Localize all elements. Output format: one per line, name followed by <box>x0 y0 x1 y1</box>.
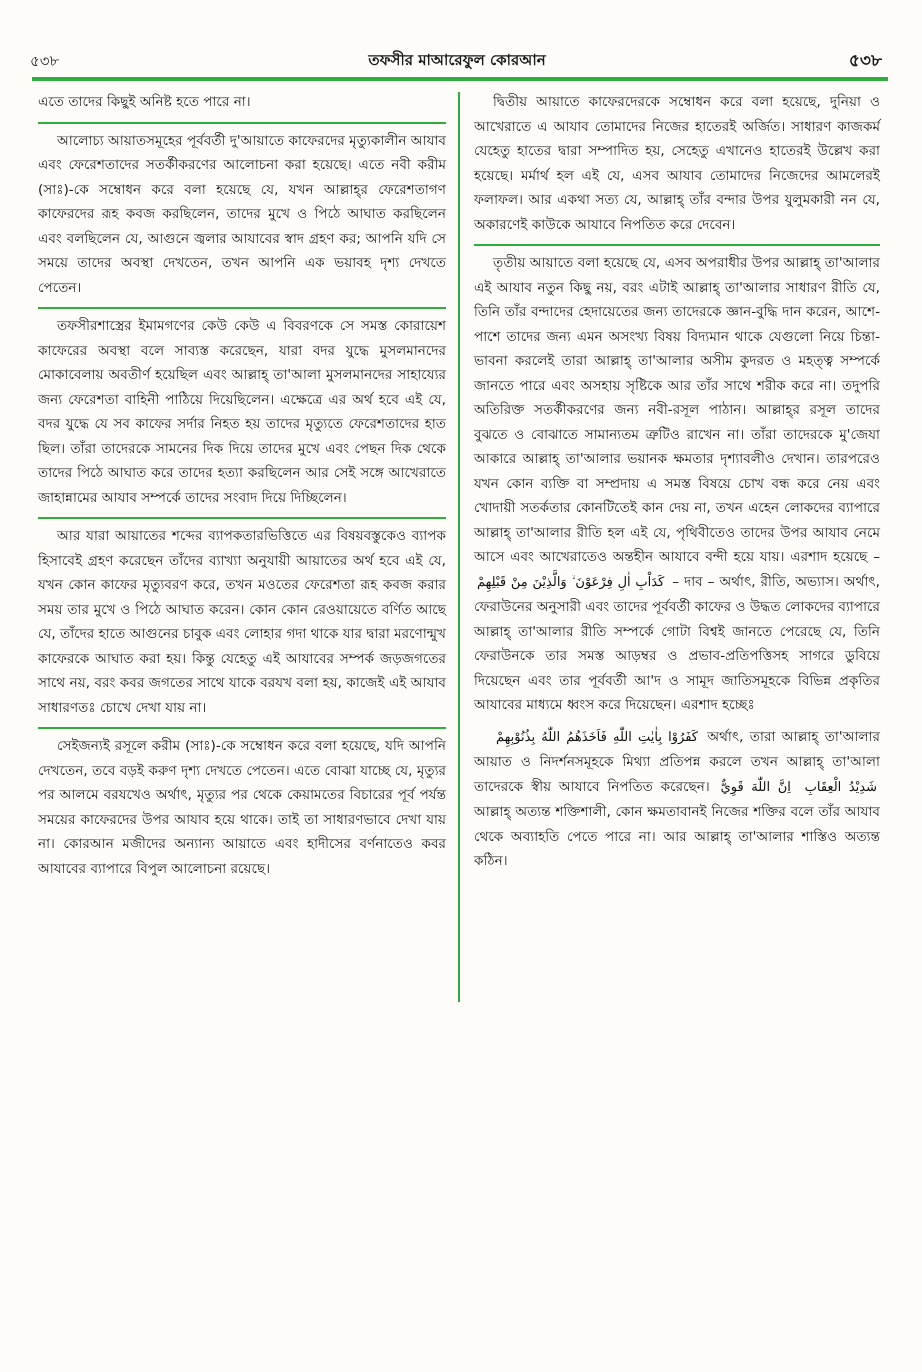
left-column <box>38 90 446 888</box>
paragraph-text: অর্থাৎ, তারা আল্লাহ্‌ তা'আলার আয়াত ও নিদর্শনসমূহকে মিথ্যা প্রতিপন্ন করলে তখন আল্লাহ্‌ তা'আলা তাদেরকে স্বীয় আযাবে নিপতিত করেছেন। <box>474 728 880 795</box>
page-number-right: ৫৩৮ <box>848 51 882 71</box>
arabic-verse: كَفَرُوْا بِاٰيٰتِ اللّٰهِ فَاَخَذَهُمُ اللّٰهُ بِذُنُوْبِهِمْ <box>496 729 698 745</box>
paragraph-text: তৃতীয় আয়াতে বলা হয়েছে যে, এসব অপরাধীর উপর আল্লাহ্‌ তা'আলার এই আযাব নতুন কিছু নয়, বরং এটাই আল্লাহ্‌ তা'আলার সাধারণ রীতি যে, তিনি তাঁর বন্দাদের হেদায়েতের জন্য তাদেরকে জ্ঞান-বুদ্ধি দান করেন, আশে-পাশে তাদের জন্য এমন অসংখ্য বিষয় বিদ্যমান থাকে যেগুলো নিয়ে চিন্তা-ভাবনা করলেই তারা আল্লাহ্‌ তা'আলার অসীম কুদরত ও মহত্ত্ব সম্পর্কে জানতে পারে এবং অসহায় সৃষ্টিকে আর তাঁর সাথে শরীক করে না। তদুপরি অতিরিক্ত সতর্কীকরণের জন্য নবী-রসূল পাঠান। আল্লাহ্‌র রসূল তাদের বুঝতে ও বোঝাতে সামান্যতম ত্রুটিও রাখেন না। তাঁরা তাদেরকে মু'জেযা আকারে আল্লাহ্‌ তা'আলার ভয়ানক ক্ষমতার দৃশ্যাবলীও দেখান। তারপরেও যখন কোন ব্যক্তি বা সম্প্রদায় এ সমস্ত বিষয়ে চোখ বন্ধ করে নেয় এবং খোদায়ী সতর্কতার কোনটিতেই কান দেয় না, তখন এহেন লোকদের ব্যাপারে আল্লাহ্‌ তা'আলার রীতি হল এই যে, পৃথিবীতেও তাদের উপর আযাব নেমে আসে এবং আখেরাতেও অন্তহীন আযাবে বন্দী হয়ে যায়। এরশাদ হয়েছে – <box>474 255 880 565</box>
right-column <box>474 90 880 881</box>
arabic-verse: كَدَاْبِ اٰلِ فِرْعَوْنَ ۙ وَالَّذِيْنَ مِنْ قَبْلِهِمْ <box>477 574 665 590</box>
header-rule <box>32 77 888 81</box>
paragraph: দ্বিতীয় আয়াতে কাফেরদেরকে সম্বোধন করে বলা হয়েছে, দুনিয়া ও আখেরাতে এ আযাব তোমাদের নিজের হাতেরই অর্জিত। সাধারণ কাজকর্ম যেহেতু হাতের দ্বারা সম্পাদিত হয়, সেহেতু এখানেও হাতেরই উল্লেখ করা হয়েছে। মর্মার্থ হল এই যে, এসব আযাব তোমাদের নিজেদের আমলেরই ফলাফল। আর একথা সত্য যে, আল্লাহ্‌ তাঁর বন্দার উপর যুলুমকারী নন যে, অকারণেই কাউকে আযাবে নিপতিত করে দেবেন। <box>474 94 880 233</box>
paragraph: আর যারা আয়াতের শব্দের ব্যাপকতারভিত্তিতে এর বিষয়বস্তুকেও ব্যাপক হিসাবেই গ্রহণ করেছেন তাঁদের ব্যাখ্যা অনুযায়ী আয়াতের অর্থ হবে এই যে, যখন কোন কাফের মৃত্যুবরণ করে, তখন মওতের ফেরেশতা রূহ কবজ করার সময় তার মুখে ও পিঠে আঘাত করেন। কোন কোন রেওয়ায়েতে বর্ণিত আছে যে, তাঁদের হাতে আগুনের চাবুক এবং লোহার গদা থাকে যার দ্বারা মরণোন্মুখ কাফেরকে আঘাত করা হয়। কিন্তু যেহেতু এই আযাবের সম্পর্ক জড়জগতের সাথে নয়, বরং কবর জগতের সাথে যাকে বরযখ বলা হয়, কাজেই এই আযাব সাধারণতঃ চোখে দেখা যায় না। <box>38 517 446 720</box>
paragraph: আলোচ্য আয়াতসমূহের পূর্ববর্তী দু'আয়াতে কাফেরদের মৃত্যুকালীন আযাব এবং ফেরেশতাদের সতর্কীকরণের আলোচনা করা হয়েছে। এতে নবী করীম (সাঃ)-কে সম্বোধন করে বলা হয়েছে যে, যখন আল্লাহ্‌র ফেরেশতাগণ কাফেরদের রূহ কবজ করছিলেন, তাদের মুখে ও পিঠে আঘাত করছিলেন এবং বলছিলেন যে, আগুনে জ্বলার আযাবের স্বাদ গ্রহণ কর; আপনি যদি সে সময়ে তাদের অবস্থা দেখতেন, তখন আপনি এক ভয়াবহ দৃশ্য দেখতে পেতেন। <box>38 122 446 301</box>
arabic-verse: شَدِيْدُ الْعِقَابِ <box>804 779 878 795</box>
arabic-verse: اِنَّ اللّٰهَ قَوِيٌّ <box>720 779 791 795</box>
paragraph: এতে তাদের কিছুই অনিষ্ট হতে পারে না। <box>38 94 251 110</box>
page-header <box>28 40 886 76</box>
running-title: তফসীর মাআরেফুল কোরআন <box>368 51 546 69</box>
paragraph-text: আল্লাহ্‌ অত্যন্ত শক্তিশালী, কোন ক্ষমতাবানই নিজের শক্তির বলে তাঁর আযাব থেকে অব্যাহতি পেতে পারে না। আর আল্লাহ্‌ তা'আলার শাস্তিও অত্যন্ত কঠিন। <box>474 804 880 869</box>
paragraph-text: – দাব – অর্থাৎ, রীতি, অভ্যাস। অর্থাৎ, ফেরাউনের অনুসারী এবং তাদের পূর্ববর্তী কাফের ও উদ্ধত লোকদের ব্যাপারে আল্লাহ্‌ তা'আলার রীতি সম্পর্কে গোটা বিশ্বই জানতে পেরেছে যে, তিনি ফেরাউনকে তার সমস্ত আড়ম্বর ও প্রভাব-প্রতিপত্তিসহ সাগরে ডুবিয়ে দিয়েছেন এবং তার পূর্ববর্তী আ'দ ও সামূদ জাতিসমূহকে বিভিন্ন প্রকৃতির আযাবের মাধ্যমে ধ্বংস করে দিয়েছেন। এরশাদ হচ্ছেঃ <box>474 573 880 713</box>
paragraph <box>474 244 880 718</box>
paragraph: সেইজন্যই রসূলে করীম (সাঃ)-কে সম্বোধন করে বলা হয়েছে, যদি আপনি দেখতেন, তবে বড়ই করুণ দৃশ্য দেখতে পেতেন। এতে বোঝা যাচ্ছে যে, মৃত্যুর পর আলমে বরযখেও অর্থাৎ, মৃত্যুর পর থেকে কেয়ামতের বিচারের পূর্ব পর্যন্ত সময়ের কাফেরদের উপর আযাব হয়ে থাকে। তাই তা সাধারণভাবে দেখা যায় না। কোরআন মজীদের অন্যান্য আয়াতে এবং হাদীসের বর্ণনাতেও কবর আযাবের ব্যাপারে বিপুল আলোচনা রয়েছে। <box>38 727 446 881</box>
column-divider <box>458 92 460 1002</box>
page-number-left: ৫৩৮ <box>30 52 60 70</box>
paragraph: তফসীরশাস্ত্রের ইমামগণের কেউ কেউ এ বিবরণকে সে সমস্ত কোরায়েশ কাফেরের অবস্থা বলে সাব্যস্ত করেছেন, যারা বদর যুদ্ধে মুসলমানদের মোকাবেলায় অবতীর্ণ হয়েছিল এবং আল্লাহ্‌ তা'আলা মুসলমানদের সাহায্যের জন্য ফেরেশতা বাহিনী পাঠিয়ে দিয়েছিলেন। এক্ষেত্রে এর অর্থ হবে এই যে, বদর যুদ্ধে যে সব কাফের সর্দার নিহত হয় তাদের মৃত্যুতে ফেরেশতাদের হাত ছিল। তাঁরা তাদেরকে সামনের দিক দিয়ে তাদের মুখে এবং পেছন দিক থেকে তাদের পিঠে আঘাত করে তাদের হত্যা করছিলেন আর সেই সঙ্গে আখেরাতে জাহান্নামের আযাব সম্পর্কে তাদের সংবাদ দিয়ে দিচ্ছিলেন। <box>38 307 446 510</box>
paragraph <box>474 725 880 874</box>
